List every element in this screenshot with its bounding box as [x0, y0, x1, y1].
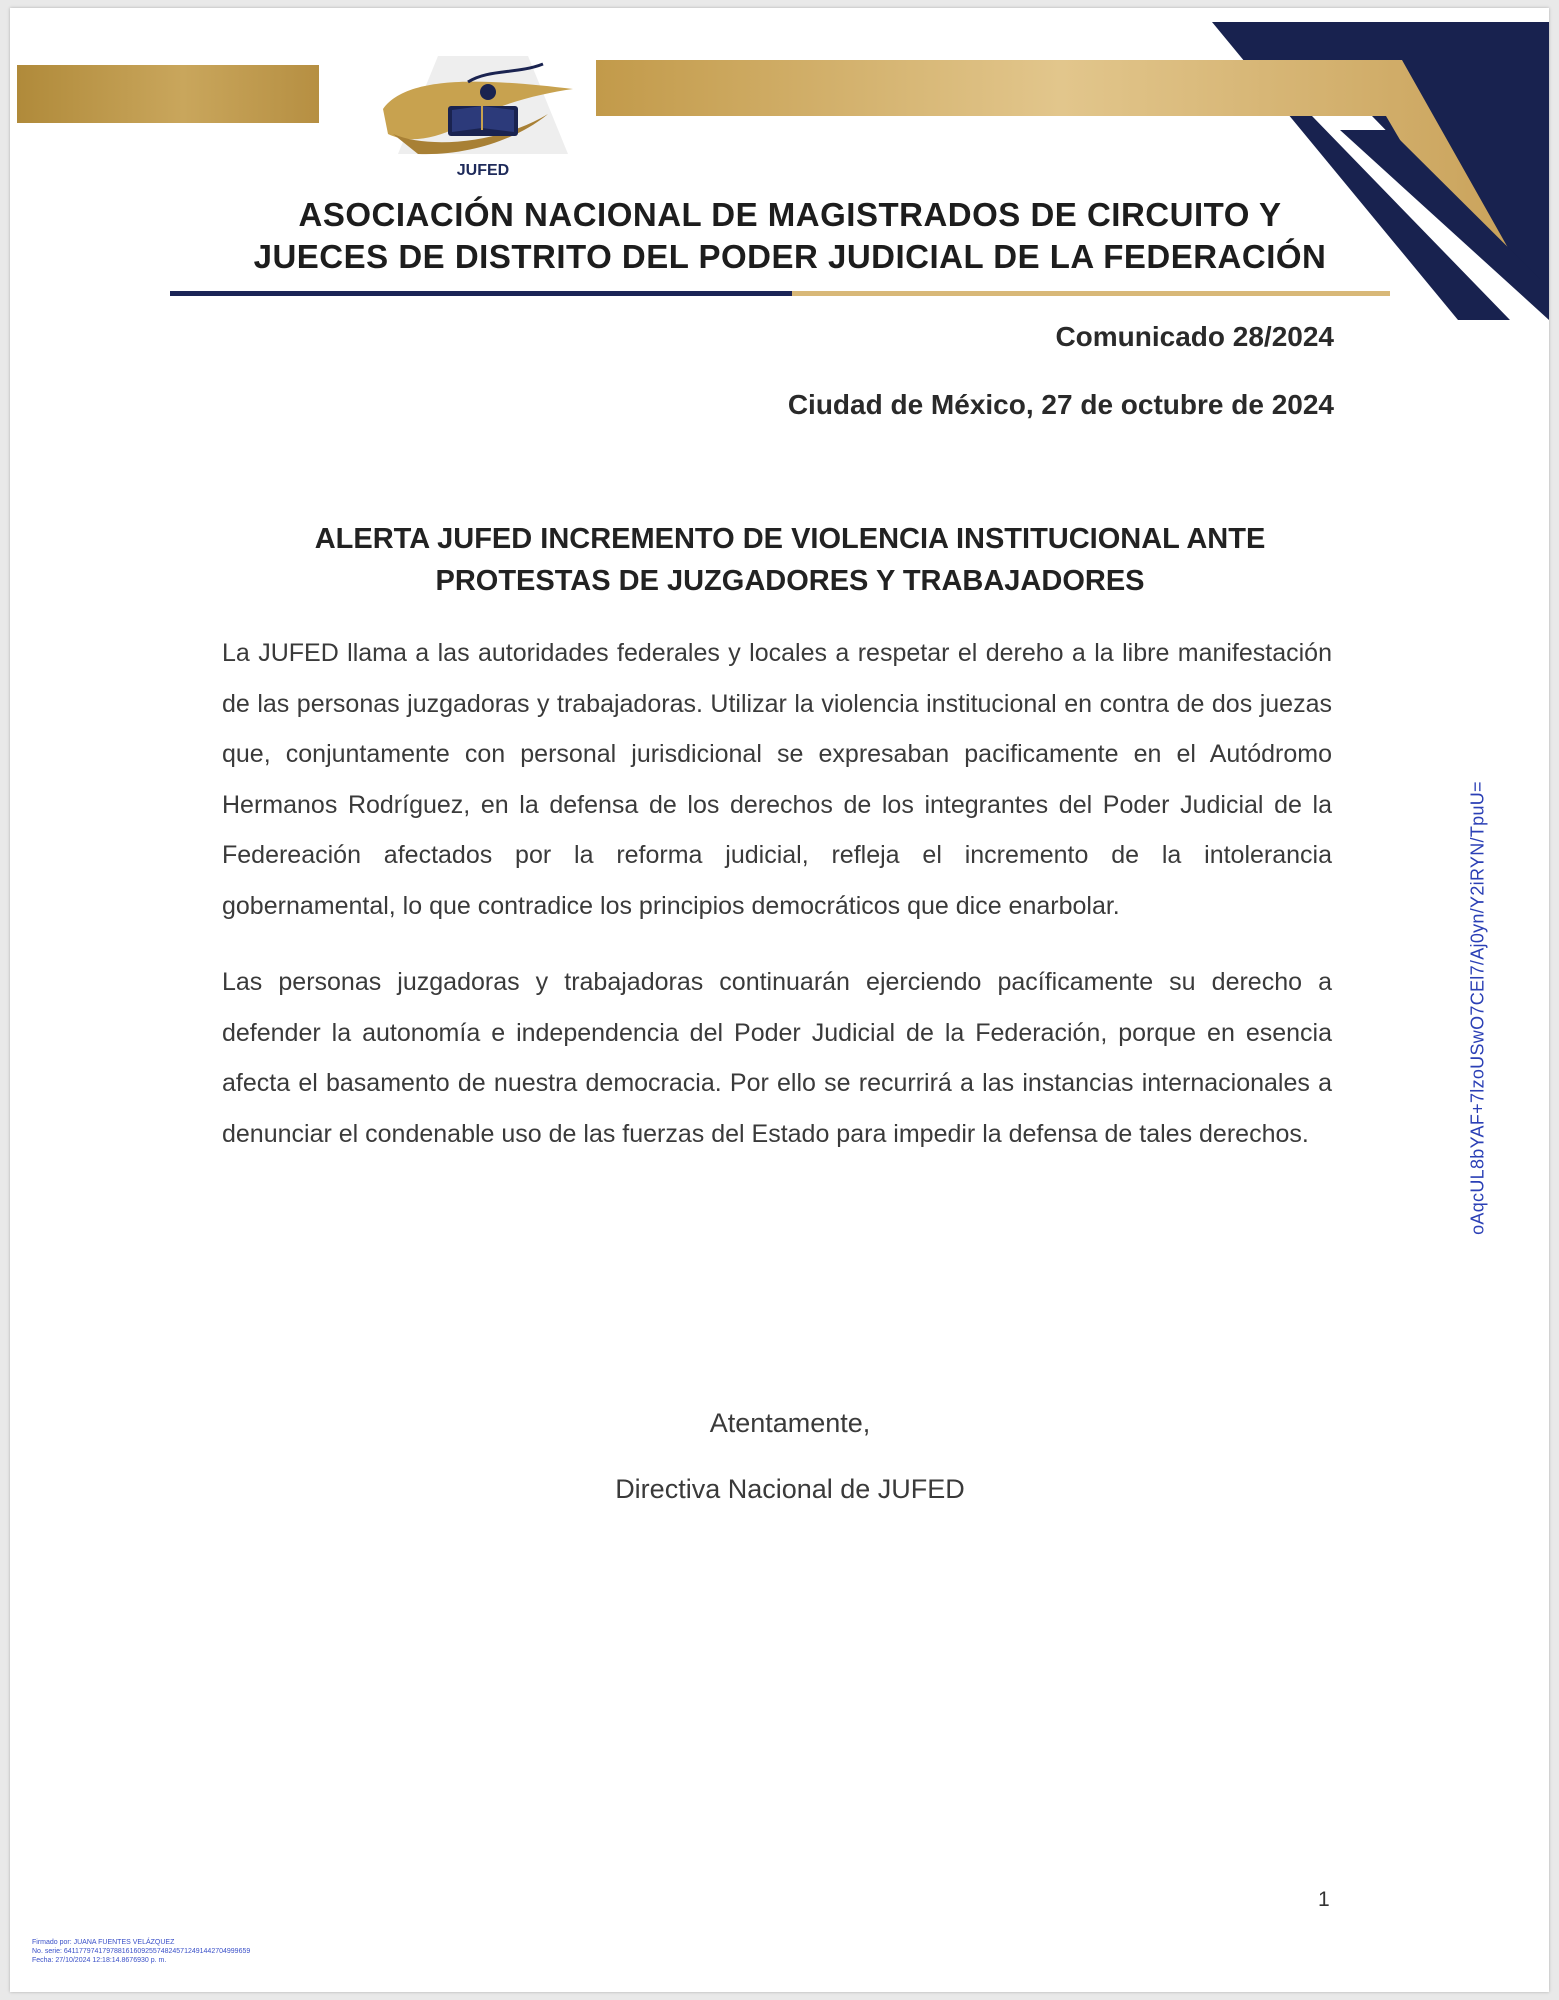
jufed-logo [368, 54, 598, 194]
signatory: Directiva Nacional de JUFED [615, 1474, 965, 1504]
side-code-text: oAqcUL8bYAF+7lzoUSwO7CEl7/Aj0yn/Y2iRYN/TpuU= [1467, 781, 1488, 1235]
organization-title-line-1: ASOCIACIÓN NACIONAL DE MAGISTRADOS DE CIRCUITO Y [298, 196, 1282, 233]
title-underline [170, 291, 1390, 296]
body-paragraph-1: La JUFED llama a las autoridades federales y locales a respetar el dereho a la libre manifestación de las personas juzgadoras y trabajadoras. Utilizar la violencia institucional en contra de dos juezas que, conjuntamente con personal jurisdicional se expresaban pacificamente en el Autódromo Hermanos Rodríguez, en la defensa de los derechos de los integrantes del Poder Judicial de la Federeación afectados por la reforma judicial, refleja el incremento de la intolerancia gobernamental, lo que contradice los principios democráticos que dice enarbolar. [222, 639, 1332, 920]
body-text [222, 628, 1332, 1185]
electronic-signature-code [1460, 738, 1496, 1278]
closing-greeting: Atentamente, [709, 1408, 871, 1438]
document-page [10, 8, 1549, 1992]
organization-title-line-2: JUECES DE DISTRITO DEL PODER JUDICIAL DE LA FEDERACIÓN [253, 238, 1327, 275]
headline-line-2: PROTESTAS DE JUZGADORES Y TRABAJADORES [435, 565, 1145, 597]
organization-title [150, 194, 1430, 278]
communique-number: Comunicado 28/2024 [1055, 321, 1334, 352]
digital-signature-block [32, 1938, 532, 1965]
headline-line-1: ALERTA JUFED INCREMENTO DE VIOLENCIA INSTITUCIONAL ANTE [314, 523, 1266, 555]
page-number: 1 [1318, 1888, 1330, 1911]
logo-caption: JUFED [456, 162, 510, 179]
signature-date: Fecha: 27/10/2024 12:18:14.8676930 p. m. [32, 1957, 167, 1964]
place-and-date: Ciudad de México, 27 de octubre de 2024 [787, 389, 1334, 420]
scales-emblem-icon [368, 54, 598, 164]
signature-serial: No. serie: 641177974179788161609255748245712491442704999659 [32, 1948, 251, 1955]
signature-signer: Firmado por: JUANA FUENTES VELÁZQUEZ [32, 1939, 175, 1946]
headline [230, 518, 1350, 602]
decorative-corner-stripes [10, 8, 1549, 338]
body-paragraph-2: Las personas juzgadoras y trabajadoras continuarán ejerciendo pacíficamente su derecho a defender la autonomía e independencia del Poder Judicial de la Federación, porque en esencia afecta el basamento de nuestra democracia. Por ello se recurrirá a las instancias internacionales a denunciar el condenable uso de las fuerzas del Estado para impedir la defensa de tales derechos. [222, 968, 1332, 1148]
